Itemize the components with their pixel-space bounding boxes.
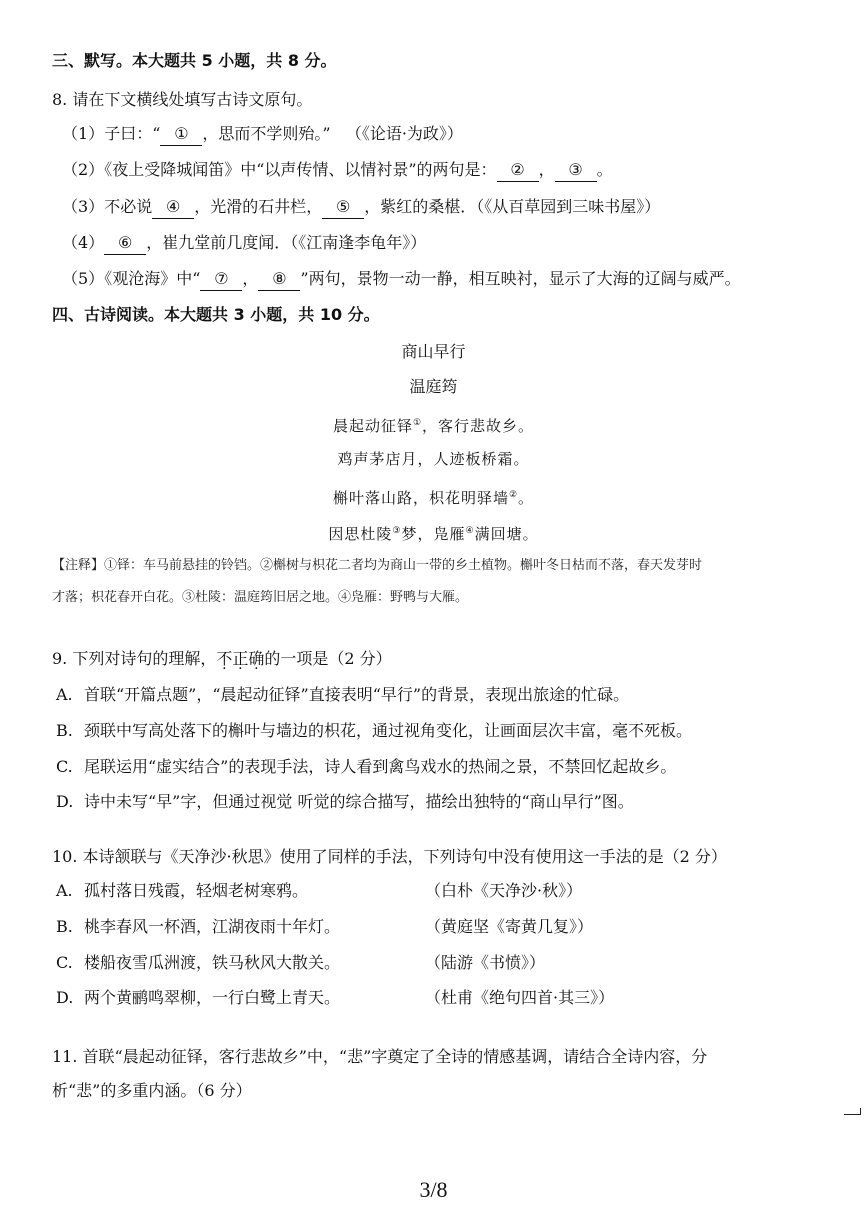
item-number: （1） [62,124,105,143]
question-11-line-1: 11. 首联“晨起动征铎，客行悲故乡”中，“悲”字奠定了全诗的情感基调，请结合全诗内容，分 [52,1047,708,1066]
question-10-stem: 10. 本诗颔联与《天净沙·秋思》使用了同样的手法，下列诗句中没有使用这一手法的是（2 分） [52,847,727,866]
q10-option-a-source: （白朴《天净沙·秋》） [425,881,583,900]
q10-option-b[interactable]: B. 桃李春风一杯酒，江湖夜雨十年灯。 [56,917,341,936]
section-3-title: 三、默写。本大题共 5 小题，共 8 分。 [52,51,337,70]
answer-blank-7[interactable]: ⑦ [200,268,242,291]
poem-line-1: 晨起动征铎①，客行悲故乡。 [332,417,535,435]
q9-option-c[interactable]: C. 尾联运用“虚实结合”的表现手法，诗人看到禽鸟戏水的热闹之景，不禁回忆起故乡。 [56,757,677,776]
answer-blank-4[interactable]: ④ [152,196,194,219]
q9-option-d[interactable]: D. 诗中未写“早”字，但通过视觉 听觉的综合描写，描绘出独特的“商山早行”图。 [56,792,634,811]
poem-line-2: 鸡声茅店月，人迹板桥霜。 [337,450,530,468]
q8-item-1: （1）子曰：“ ① ，思而不学则殆。” （《论语·为政》） [62,123,463,146]
question-9-stem: 9. 下列对诗句的理解，不正确的一项是（2 分） [52,649,392,668]
answer-blank-6[interactable]: ⑥ [104,232,146,255]
section-4-title: 四、古诗阅读。本大题共 3 小题，共 10 分。 [52,305,380,324]
q9-option-a[interactable]: A. 首联“开篇点题”，“晨起动征铎”直接表明“早行”的背景，表现出旅途的忙碌。 [56,685,630,704]
question-8-stem: 8. 请在下文横线处填写古诗文原句。 [52,90,313,109]
answer-blank-5[interactable]: ⑤ [322,196,364,219]
poem-note-line-2: 才落；枳花春开白花。③杜陵：温庭筠旧居之地。④凫雁：野鸭与大雁。 [52,590,469,605]
poem-note-line-1: 【注释】①铎：车马前悬挂的铃铛。②槲树与枳花二者均为商山一带的乡土植物。槲叶冬日枯而不落，春天发芽时 [52,558,703,573]
poem-line-3: 槲叶落山路，枳花明驿墙②。 [332,489,535,507]
page-number: 3/8 [419,1177,448,1202]
answer-blank-8[interactable]: ⑧ [258,268,300,291]
answer-blank-2[interactable]: ② [497,159,539,182]
q10-option-d[interactable]: D. 两个黄鹂鸣翠柳，一行白鹭上青天。 [56,988,341,1007]
answer-blank-1[interactable]: ① [160,123,202,146]
q10-option-b-source: （黄庭坚《寄黄几复》） [425,917,594,936]
q10-option-c-source: （陆游《书愤》） [425,953,546,972]
corner-mark [844,1108,861,1115]
poem-title: 商山早行 [401,342,466,361]
q8-item-5: （5）《观沧海》中“ ⑦ ， ⑧ ”两句，景物一动一静，相互映衬，显示了大海的辽阔与威严。 [62,268,741,291]
q8-item-3: （3）不必说 ④ ，光滑的石井栏， ⑤ ，紫红的桑椹．（《从百草园到三味书屋》） [62,196,660,219]
q8-item-4: （4） ⑥ ，崔九堂前几度闻．（《江南逢李龟年》） [62,232,426,255]
q10-option-d-source: （杜甫《绝句四首·其三》） [425,988,615,1007]
q10-option-a[interactable]: A. 孤村落日残霞，轻烟老树寒鸦。 [56,881,309,900]
question-11-line-2: 析“悲”的多重内涵。（6 分） [52,1081,252,1100]
poem-author: 温庭筠 [409,377,458,396]
q8-item-2: （2）《夜上受降城闻笛》中“以声传情、以情衬景”的两句是： ② ， ③ 。 [62,159,613,182]
answer-blank-3[interactable]: ③ [555,159,597,182]
q9-option-b[interactable]: B. 颈联中写高处落下的槲叶与墙边的枳花，通过视角变化，让画面层次丰富，毫不死板。 [56,721,693,740]
poem-line-4: 因思杜陵③梦，凫雁④满回塘。 [328,525,539,543]
q10-option-c[interactable]: C. 楼船夜雪瓜洲渡，铁马秋风大散关。 [56,953,341,972]
